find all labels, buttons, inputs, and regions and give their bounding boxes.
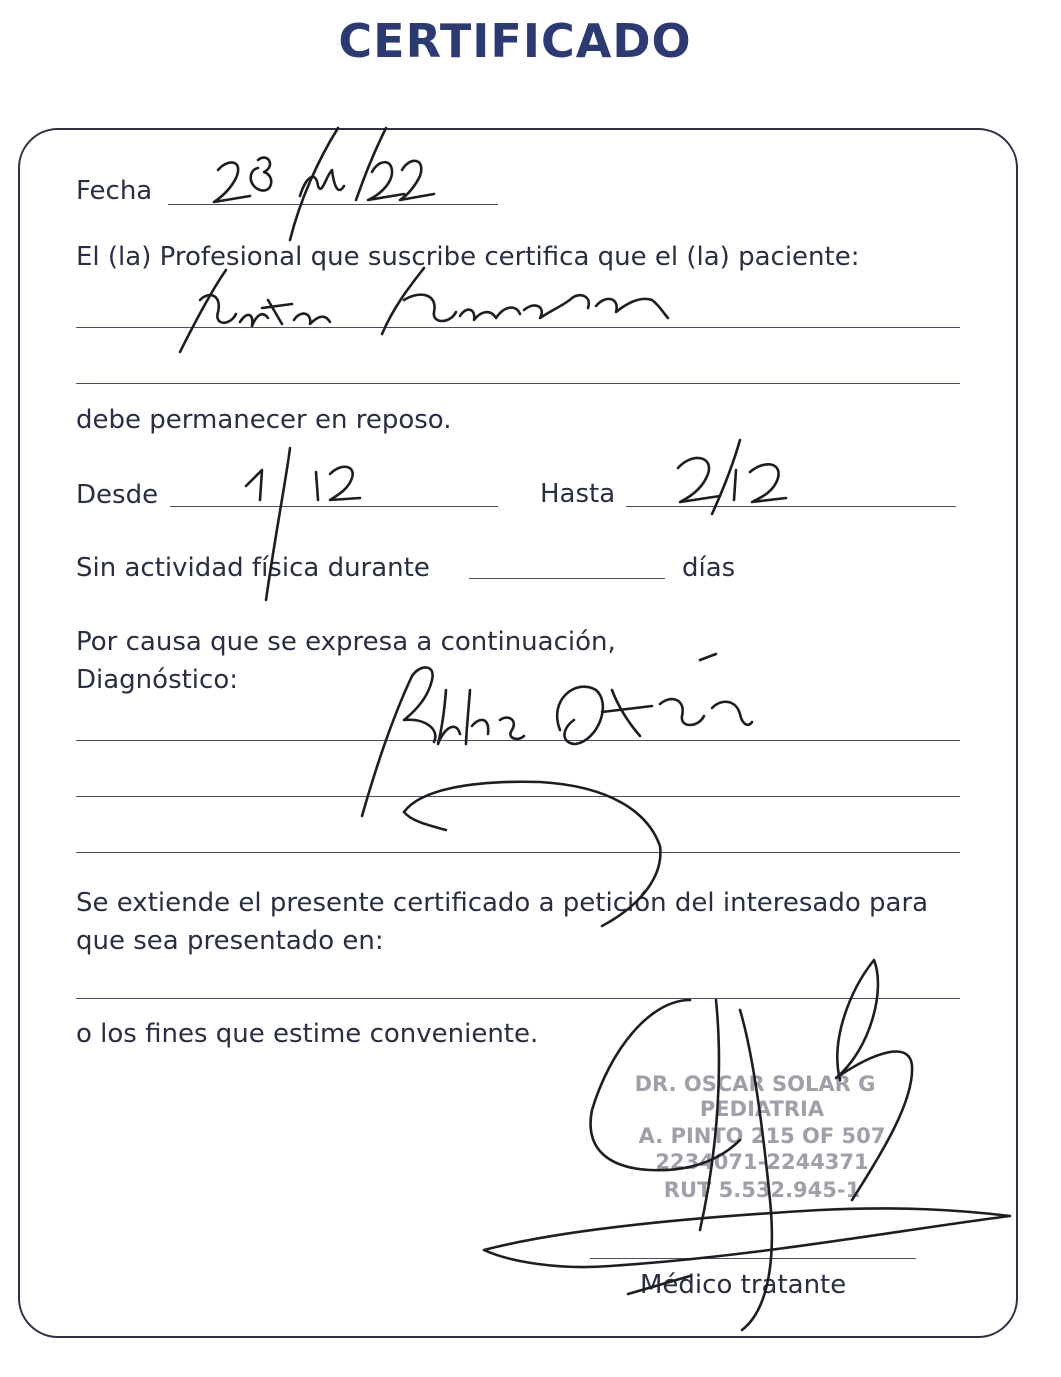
stamp-line-4: 2234071-2244371 — [655, 1150, 869, 1174]
diagnostico-line-1 — [76, 740, 960, 741]
extiende-text-2: que sea presentado en: — [76, 926, 384, 956]
presentado-line — [76, 998, 960, 999]
stamp-line-3: A. PINTO 215 OF 507 — [638, 1124, 886, 1148]
medico-label: Médico tratante — [640, 1270, 847, 1300]
hasta-label: Hasta — [540, 479, 616, 509]
paciente-line-2 — [76, 383, 960, 384]
dias-line — [469, 578, 665, 579]
dias-text: días — [682, 553, 736, 583]
fecha-line — [168, 204, 498, 205]
document-title: CERTIFICADO — [338, 14, 692, 68]
medico-signature-line — [590, 1258, 916, 1259]
extiende-text-1: Se extiende el presente certificado a petición del interesado para — [76, 888, 929, 918]
desde-label: Desde — [76, 480, 159, 510]
stamp-line-5: RUT 5.532.945-1 — [663, 1178, 861, 1202]
causa-text: Por causa que se expresa a continuación, — [76, 627, 616, 657]
desde-line — [170, 506, 498, 507]
certifica-text: El (la) Profesional que suscribe certifica que el (la) paciente: — [76, 242, 860, 272]
paciente-line-1 — [76, 327, 960, 328]
stamp-line-1: DR. OSCAR SOLAR G — [634, 1072, 876, 1096]
diagnostico-line-3 — [76, 852, 960, 853]
diagnostico-label: Diagnóstico: — [76, 665, 238, 695]
sin-actividad-text: Sin actividad física durante — [76, 553, 430, 583]
diagnostico-line-2 — [76, 796, 960, 797]
fecha-label: Fecha — [76, 176, 153, 206]
hasta-line — [626, 506, 956, 507]
stamp-line-2: PEDIATRIA — [699, 1097, 825, 1121]
fines-text: o los fines que estime conveniente. — [76, 1019, 539, 1049]
reposo-text: debe permanecer en reposo. — [76, 405, 452, 435]
